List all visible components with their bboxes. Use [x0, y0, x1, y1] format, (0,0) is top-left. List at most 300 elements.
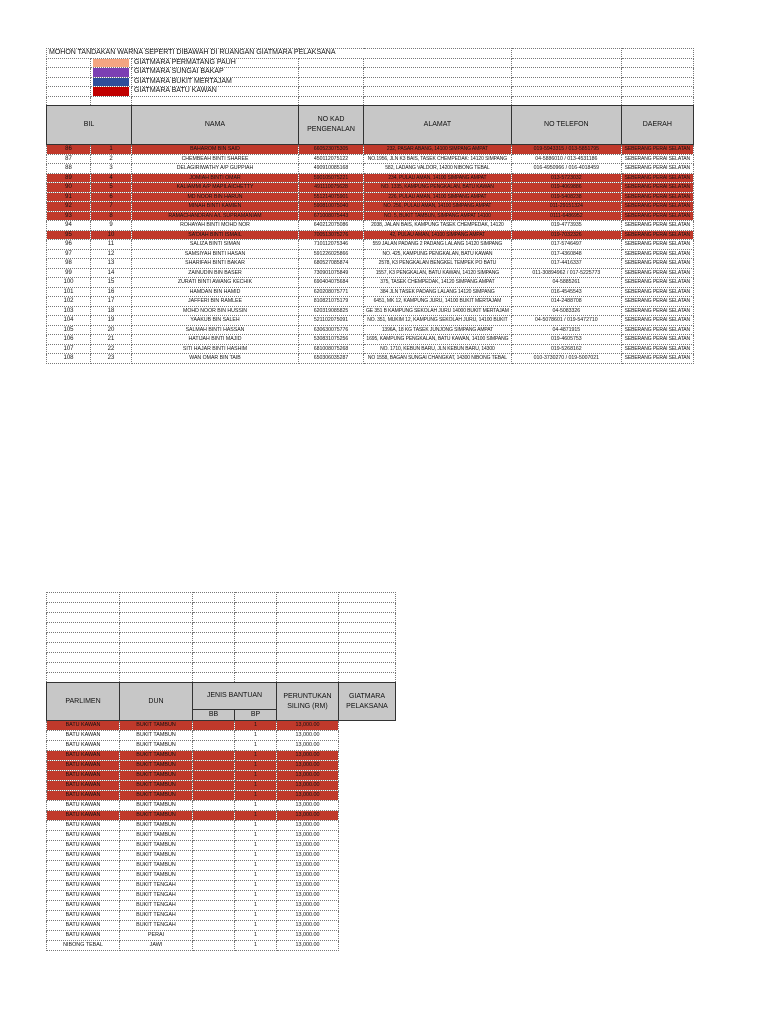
row-alamat[interactable]: NO. 1710, KEBUN BARU, JLN KEBUN BARU, 14300 — [364, 344, 512, 354]
row-number[interactable]: 88 — [47, 164, 91, 174]
row-parlimen[interactable]: BATU KAWAN — [47, 731, 120, 741]
row-bil[interactable]: 21 — [91, 335, 132, 345]
row-telefon[interactable]: 017-5746497 — [511, 240, 621, 250]
row-alamat[interactable]: 559 JALAN PADANG 2 PADANG LALANG 14120 SIMPANG — [364, 240, 512, 250]
row-number[interactable]: 104 — [47, 316, 91, 326]
row-amount[interactable]: 13,000.00 — [277, 851, 339, 861]
row-telefon[interactable]: 017-4360848 — [511, 249, 621, 259]
row-ic[interactable]: 521102075091 — [299, 316, 364, 326]
row-nama[interactable]: MINAH BINTI KAMIEN — [132, 202, 299, 212]
row-alamat[interactable]: 1396A, 18 KG TASEK JUNJONG SIMPANG AMPAT — [364, 325, 512, 335]
row-dun[interactable]: BUKIT TAMBUN — [120, 871, 193, 881]
row-telefon[interactable]: 019-4605753 — [511, 335, 621, 345]
row-parlimen[interactable]: BATU KAWAN — [47, 911, 120, 921]
row-alamat[interactable]: 1557, K3 PENGKALAN, BATU KAWAN, 14120 SIMPANG — [364, 268, 512, 278]
row-telefon[interactable]: 04-4871915 — [511, 325, 621, 335]
row-nama[interactable]: JOMIAH BINTI OMAR — [132, 173, 299, 183]
row-number[interactable]: 89 — [47, 173, 91, 183]
row-number[interactable]: 100 — [47, 278, 91, 288]
row-bil[interactable]: 7 — [91, 202, 132, 212]
row-alamat[interactable]: 226, PULAU AMAN, 14100 SIMPANG AMPAT — [364, 192, 512, 202]
row-daerah[interactable]: SEBERANG PERAI SELATAN — [621, 325, 693, 335]
row-bil[interactable]: 20 — [91, 325, 132, 335]
row-giatmara[interactable] — [339, 911, 396, 921]
row-bp[interactable]: 1 — [235, 891, 277, 901]
row-bil[interactable]: 4 — [91, 173, 132, 183]
row-bp[interactable]: 1 — [235, 721, 277, 731]
row-number[interactable]: 93 — [47, 211, 91, 221]
row-number[interactable]: 98 — [47, 259, 91, 269]
row-bp[interactable]: 1 — [235, 841, 277, 851]
row-dun[interactable]: BUKIT TAMBUN — [120, 851, 193, 861]
row-bb[interactable] — [193, 781, 235, 791]
row-bil[interactable]: 1 — [91, 145, 132, 155]
row-giatmara[interactable] — [339, 781, 396, 791]
row-nama[interactable]: BAHAROM BIN SAID — [132, 145, 299, 155]
row-alamat[interactable]: 2578, K3 PENGKALAN BENGKEL TEMPEK PO BATU — [364, 259, 512, 269]
row-parlimen[interactable]: BATU KAWAN — [47, 771, 120, 781]
row-alamat[interactable]: NO. 256, PULAU AMAN, 14100 SIMPANG AMPAT — [364, 202, 512, 212]
row-giatmara[interactable] — [339, 851, 396, 861]
row-alamat[interactable]: 375, TASEK CHEMPEDAK, 14120 SIMPANG AMPAT — [364, 278, 512, 288]
row-bb[interactable] — [193, 941, 235, 951]
row-amount[interactable]: 13,000.00 — [277, 791, 339, 801]
row-number[interactable]: 99 — [47, 268, 91, 278]
row-giatmara[interactable] — [339, 831, 396, 841]
row-ic[interactable]: 660523075305 — [299, 145, 364, 155]
row-daerah[interactable]: SEBERANG PERAI SELATAN — [621, 306, 693, 316]
row-daerah[interactable]: SEBERANG PERAI SELATAN — [621, 344, 693, 354]
row-bp[interactable]: 1 — [235, 791, 277, 801]
row-daerah[interactable]: SEBERANG PERAI SELATAN — [621, 154, 693, 164]
row-bil[interactable]: 15 — [91, 278, 132, 288]
row-bb[interactable] — [193, 891, 235, 901]
row-ic[interactable]: 710112075346 — [299, 240, 364, 250]
row-giatmara[interactable] — [339, 931, 396, 941]
row-alamat[interactable]: NO. 5, BUKIT TAMBUN, SIMPANG AMPAT 14100 — [364, 211, 512, 221]
row-number[interactable]: 86 — [47, 145, 91, 155]
row-bb[interactable] — [193, 751, 235, 761]
row-number[interactable]: 101 — [47, 287, 91, 297]
row-alamat[interactable]: 582, LADANG VALDOR, 14200 NIBONG TEBAL — [364, 164, 512, 174]
row-bb[interactable] — [193, 871, 235, 881]
row-parlimen[interactable]: BATU KAWAN — [47, 851, 120, 861]
row-bil[interactable]: 10 — [91, 230, 132, 240]
row-parlimen[interactable]: BATU KAWAN — [47, 891, 120, 901]
row-parlimen[interactable]: BATU KAWAN — [47, 931, 120, 941]
row-nama[interactable]: SAMSIYAH BINTI HASAN — [132, 249, 299, 259]
legend-label-permatang-pauh: GIATMARA PERMATANG PAUH — [132, 58, 299, 68]
row-number[interactable]: 94 — [47, 221, 91, 231]
row-nama[interactable]: WAN OMAR BIN TAIB — [132, 354, 299, 364]
row-parlimen[interactable]: BATU KAWAN — [47, 721, 120, 731]
row-amount[interactable]: 13,000.00 — [277, 841, 339, 851]
row-giatmara[interactable] — [339, 861, 396, 871]
row-amount[interactable]: 13,000.00 — [277, 861, 339, 871]
row-giatmara[interactable] — [339, 841, 396, 851]
row-bb[interactable] — [193, 841, 235, 851]
row-telefon[interactable]: 04-5078601 / 019-5472710 — [511, 316, 621, 326]
row-amount[interactable]: 13,000.00 — [277, 761, 339, 771]
row-nama[interactable]: MD NOOR BIN HARUN — [132, 192, 299, 202]
row-amount[interactable]: 13,000.00 — [277, 871, 339, 881]
row-daerah[interactable]: SEBERANG PERAI SELATAN — [621, 145, 693, 155]
row-daerah[interactable]: SEBERANG PERAI SELATAN — [621, 240, 693, 250]
row-telefon[interactable]: 019-5943315 / 013-5851795 — [511, 145, 621, 155]
row-bb[interactable] — [193, 861, 235, 871]
row-nama[interactable]: MOHD NOOR BIN HUSSIN — [132, 306, 299, 316]
row-giatmara[interactable] — [339, 761, 396, 771]
row-alamat[interactable]: 42, PULAU AMAN, 14100 SIMPANG AMPAT — [364, 230, 512, 240]
row-nama[interactable]: CHEMBEAH BINTI SHAREE — [132, 154, 299, 164]
row-daerah[interactable]: SEBERANG PERAI SELATAN — [621, 268, 693, 278]
row-telefon[interactable]: 016-4950966 / 016-4018459 — [511, 164, 621, 174]
row-bil[interactable]: 8 — [91, 211, 132, 221]
row-telefon[interactable]: 019-5268162 — [511, 344, 621, 354]
row-giatmara[interactable] — [339, 811, 396, 821]
row-nama[interactable]: KALIAMMI A/P MAPILAICHETTY — [132, 183, 299, 193]
row-bb[interactable] — [193, 921, 235, 931]
row-parlimen[interactable]: BATU KAWAN — [47, 871, 120, 881]
row-telefon[interactable]: 04-5886010 / 013-4531186 — [511, 154, 621, 164]
row-ic[interactable]: 690404075684 — [299, 278, 364, 288]
row-bb[interactable] — [193, 811, 235, 821]
row-amount[interactable]: 13,000.00 — [277, 781, 339, 791]
row-dun[interactable]: BUKIT TAMBUN — [120, 741, 193, 751]
row-number[interactable]: 95 — [47, 230, 91, 240]
row-dun[interactable]: PERAI — [120, 931, 193, 941]
row-dun[interactable]: BUKIT TAMBUN — [120, 831, 193, 841]
row-amount[interactable]: 13,000.00 — [277, 811, 339, 821]
row-ic[interactable]: 590810075040 — [299, 202, 364, 212]
row-bp[interactable]: 1 — [235, 941, 277, 951]
row-amount[interactable]: 13,000.00 — [277, 831, 339, 841]
row-ic[interactable]: 620319085825 — [299, 306, 364, 316]
row-amount[interactable]: 13,000.00 — [277, 721, 339, 731]
row-amount[interactable]: 13,000.00 — [277, 931, 339, 941]
row-ic[interactable]: 671008075443 — [299, 211, 364, 221]
row-bp[interactable]: 1 — [235, 861, 277, 871]
row-amount[interactable]: 13,000.00 — [277, 741, 339, 751]
row-telefon[interactable]: 0111-6486952 — [511, 211, 621, 221]
row-bp[interactable]: 1 — [235, 741, 277, 751]
row-bp[interactable]: 1 — [235, 901, 277, 911]
row-number[interactable]: 90 — [47, 183, 91, 193]
row-dun[interactable]: BUKIT TAMBUN — [120, 781, 193, 791]
row-giatmara[interactable] — [339, 921, 396, 931]
row-nama[interactable]: SA'DIAH BINTI ISMAIL — [132, 230, 299, 240]
row-bil[interactable]: 11 — [91, 240, 132, 250]
row-nama[interactable]: SALMAH BINTI HASSAN — [132, 325, 299, 335]
row-daerah[interactable]: SEBERANG PERAI SELATAN — [621, 278, 693, 288]
row-nama[interactable]: ZURATI BINTI AWANG KECHIK — [132, 278, 299, 288]
row-dun[interactable]: BUKIT TAMBUN — [120, 771, 193, 781]
row-bp[interactable]: 1 — [235, 881, 277, 891]
row-number[interactable]: 87 — [47, 154, 91, 164]
row-nama[interactable]: YAAKUB BIN SALEH — [132, 316, 299, 326]
row-dun[interactable]: BUKIT TENGAH — [120, 911, 193, 921]
row-daerah[interactable]: SEBERANG PERAI SELATAN — [621, 297, 693, 307]
row-daerah[interactable]: SEBERANG PERAI SELATAN — [621, 173, 693, 183]
row-telefon[interactable]: 019-7032326 — [511, 230, 621, 240]
row-bb[interactable] — [193, 761, 235, 771]
row-parlimen[interactable]: BATU KAWAN — [47, 751, 120, 761]
row-telefon[interactable]: 019-5408238 — [511, 192, 621, 202]
row-bb[interactable] — [193, 721, 235, 731]
row-dun[interactable]: BUKIT TENGAH — [120, 891, 193, 901]
row-bp[interactable]: 1 — [235, 831, 277, 841]
row-nama[interactable]: SITI HAJAR BINTI HASHIM — [132, 344, 299, 354]
row-giatmara[interactable] — [339, 731, 396, 741]
row-bp[interactable]: 1 — [235, 821, 277, 831]
row-number[interactable]: 96 — [47, 240, 91, 250]
row-parlimen[interactable]: BATU KAWAN — [47, 791, 120, 801]
row-parlimen[interactable]: BATU KAWAN — [47, 921, 120, 931]
row-number[interactable]: 106 — [47, 335, 91, 345]
row-bil[interactable]: 2 — [91, 154, 132, 164]
row-dun[interactable]: BUKIT TAMBUN — [120, 761, 193, 771]
row-daerah[interactable]: SEBERANG PERAI SELATAN — [621, 164, 693, 174]
row-parlimen[interactable]: BATU KAWAN — [47, 801, 120, 811]
row-parlimen[interactable]: NIBONG TEBAL — [47, 941, 120, 951]
row-bb[interactable] — [193, 791, 235, 801]
row-amount[interactable]: 13,000.00 — [277, 881, 339, 891]
row-parlimen[interactable]: BATU KAWAN — [47, 901, 120, 911]
row-telefon[interactable]: 019-4773935 — [511, 221, 621, 231]
row-bp[interactable]: 1 — [235, 921, 277, 931]
row-bb[interactable] — [193, 741, 235, 751]
row-ic[interactable]: 680527085874 — [299, 259, 364, 269]
row-nama[interactable]: DELAGIRIWATHY A/P GUPPIAH — [132, 164, 299, 174]
row-parlimen[interactable]: BATU KAWAN — [47, 761, 120, 771]
row-giatmara[interactable] — [339, 721, 396, 731]
row-dun[interactable]: BUKIT TENGAH — [120, 901, 193, 911]
row-dun[interactable]: BUKIT TENGAH — [120, 881, 193, 891]
row-bb[interactable] — [193, 851, 235, 861]
row-ic[interactable]: 681008075268 — [299, 344, 364, 354]
row-ic[interactable]: 810821075179 — [299, 297, 364, 307]
row-bp[interactable]: 1 — [235, 811, 277, 821]
row-ic[interactable]: 591226025866 — [299, 249, 364, 259]
row-daerah[interactable]: SEBERANG PERAI SELATAN — [621, 249, 693, 259]
row-bil[interactable]: 3 — [91, 164, 132, 174]
row-giatmara[interactable] — [339, 941, 396, 951]
row-dun[interactable]: BUKIT TAMBUN — [120, 811, 193, 821]
row-dun[interactable]: BUKIT TAMBUN — [120, 751, 193, 761]
row-giatmara[interactable] — [339, 821, 396, 831]
row-dun[interactable]: BUKIT TAMBUN — [120, 791, 193, 801]
row-bb[interactable] — [193, 801, 235, 811]
row-bil[interactable]: 12 — [91, 249, 132, 259]
row-bb[interactable] — [193, 931, 235, 941]
row-bp[interactable]: 1 — [235, 931, 277, 941]
row-bil[interactable]: 22 — [91, 344, 132, 354]
row-amount[interactable]: 13,000.00 — [277, 751, 339, 761]
row-ic[interactable]: 530831075256 — [299, 335, 364, 345]
row-alamat[interactable]: GE 351 B KAMPUNG SEKOLAH JURU 14000 BUKIT MERTAJAM — [364, 306, 512, 316]
row-giatmara[interactable] — [339, 871, 396, 881]
row-bp[interactable]: 1 — [235, 771, 277, 781]
row-bp[interactable]: 1 — [235, 851, 277, 861]
row-dun[interactable]: BUKIT TAMBUN — [120, 721, 193, 731]
row-dun[interactable]: BUKIT TAMBUN — [120, 841, 193, 851]
row-bb[interactable] — [193, 831, 235, 841]
row-number[interactable]: 105 — [47, 325, 91, 335]
row-nama[interactable]: SHARIFAH BINTI BAKAR — [132, 259, 299, 269]
row-number[interactable]: 103 — [47, 306, 91, 316]
row-number[interactable]: 108 — [47, 354, 91, 364]
row-number[interactable]: 91 — [47, 192, 91, 202]
row-giatmara[interactable] — [339, 751, 396, 761]
row-telefon[interactable]: 013-5723032 — [511, 173, 621, 183]
row-telefon[interactable]: 019-4069886 — [511, 183, 621, 193]
row-telefon[interactable]: 014-2488708 — [511, 297, 621, 307]
row-giatmara[interactable] — [339, 741, 396, 751]
row-giatmara[interactable] — [339, 801, 396, 811]
row-amount[interactable]: 13,000.00 — [277, 731, 339, 741]
row-amount[interactable]: 13,000.00 — [277, 821, 339, 831]
row-parlimen[interactable]: BATU KAWAN — [47, 831, 120, 841]
row-alamat[interactable]: 2038, JALAN BAIS, KAMPUNG TASEK CHEMPEDAK, 14120 — [364, 221, 512, 231]
row-bp[interactable]: 1 — [235, 731, 277, 741]
row-nama[interactable]: HATIJAH BINTI MAJID — [132, 335, 299, 345]
row-amount[interactable]: 13,000.00 — [277, 921, 339, 931]
row-bil[interactable]: 6 — [91, 192, 132, 202]
row-telefon[interactable]: 011-29151324 — [511, 202, 621, 212]
row-ic[interactable]: 650306035287 — [299, 354, 364, 364]
row-dun[interactable]: BUKIT TENGAH — [120, 921, 193, 931]
row-bil[interactable]: 16 — [91, 287, 132, 297]
row-telefon[interactable]: 010-3730270 / 019-5007021 — [511, 354, 621, 364]
row-telefon[interactable]: 011-30894962 / 017-5225773 — [511, 268, 621, 278]
row-bp[interactable]: 1 — [235, 761, 277, 771]
row-bb[interactable] — [193, 821, 235, 831]
row-bil[interactable]: 23 — [91, 354, 132, 364]
row-number[interactable]: 107 — [47, 344, 91, 354]
row-number[interactable]: 102 — [47, 297, 91, 307]
row-ic[interactable]: 450112075122 — [299, 154, 364, 164]
row-parlimen[interactable]: BATU KAWAN — [47, 881, 120, 891]
row-nama[interactable]: JAFFERI BIN RAMLEE — [132, 297, 299, 307]
row-parlimen[interactable]: BATU KAWAN — [47, 741, 120, 751]
row-daerah[interactable]: SEBERANG PERAI SELATAN — [621, 335, 693, 345]
row-amount[interactable]: 13,000.00 — [277, 891, 339, 901]
row-giatmara[interactable] — [339, 891, 396, 901]
row-alamat[interactable]: 384 JLN TASEK PADANG LALANG 14120 SIMPANG — [364, 287, 512, 297]
row-alamat[interactable]: 234, PULAU AMAN, 14100 SIMPANG AMPAT — [364, 173, 512, 183]
row-amount[interactable]: 13,000.00 — [277, 941, 339, 951]
row-parlimen[interactable]: BATU KAWAN — [47, 821, 120, 831]
row-giatmara[interactable] — [339, 791, 396, 801]
row-bil[interactable]: 19 — [91, 316, 132, 326]
row-bil[interactable]: 18 — [91, 306, 132, 316]
row-dun[interactable]: BUKIT TAMBUN — [120, 801, 193, 811]
row-daerah[interactable]: SEBERANG PERAI SELATAN — [621, 287, 693, 297]
row-dun[interactable]: BUKIT TAMBUN — [120, 861, 193, 871]
row-bil[interactable]: 14 — [91, 268, 132, 278]
row-amount[interactable]: 13,000.00 — [277, 801, 339, 811]
row-bil[interactable]: 5 — [91, 183, 132, 193]
row-daerah[interactable]: SEBERANG PERAI SELATAN — [621, 211, 693, 221]
row-daerah[interactable]: SEBERANG PERAI SELATAN — [621, 183, 693, 193]
row-amount[interactable]: 13,000.00 — [277, 901, 339, 911]
row-number[interactable]: 97 — [47, 249, 91, 259]
row-parlimen[interactable]: BATU KAWAN — [47, 861, 120, 871]
row-bb[interactable] — [193, 911, 235, 921]
row-daerah[interactable]: SEBERANG PERAI SELATAN — [621, 316, 693, 326]
row-daerah[interactable]: SEBERANG PERAI SELATAN — [621, 230, 693, 240]
row-alamat[interactable]: NO. 425, KAMPUNG PENGKALAN, BATU KAWAN — [364, 249, 512, 259]
row-alamat[interactable]: 232, PASAR ABANG, 14100 SIMPANG AMPAT — [364, 145, 512, 155]
row-giatmara[interactable] — [339, 771, 396, 781]
row-alamat[interactable]: 6451, MK 12, KAMPUNG JURU, 14100 BUKIT MERTAJAM — [364, 297, 512, 307]
row-parlimen[interactable]: BATU KAWAN — [47, 811, 120, 821]
row-telefon[interactable]: 04-5885261 — [511, 278, 621, 288]
row-daerah[interactable]: SEBERANG PERAI SELATAN — [621, 221, 693, 231]
row-dun[interactable]: BUKIT TAMBUN — [120, 821, 193, 831]
row-alamat[interactable]: NO. 1335, KAMPUNG PENGKALAN, BATU KAWAN — [364, 183, 512, 193]
row-bp[interactable]: 1 — [235, 871, 277, 881]
row-daerah[interactable]: SEBERANG PERAI SELATAN — [621, 354, 693, 364]
row-dun[interactable]: JAWI — [120, 941, 193, 951]
row-ic[interactable]: 620208075771 — [299, 287, 364, 297]
row-alamat[interactable]: NO.1956, JLN K3 BAIS, TASEK CHEMPEDAK: 14120 SIMPANG — [364, 154, 512, 164]
row-bp[interactable]: 1 — [235, 801, 277, 811]
row-dun[interactable]: BUKIT TAMBUN — [120, 731, 193, 741]
row-nama[interactable]: RAMACHANDRAN A/L SUPRAMANIAM — [132, 211, 299, 221]
row-bb[interactable] — [193, 731, 235, 741]
row-telefon[interactable]: 04-5083326 — [511, 306, 621, 316]
row-bb[interactable] — [193, 881, 235, 891]
row-bp[interactable]: 1 — [235, 911, 277, 921]
row-bp[interactable]: 1 — [235, 781, 277, 791]
row-alamat[interactable]: NO. 351, MUKIM 12, KAMPUNG SEKOLAH JURU, 14100 BUKIT — [364, 316, 512, 326]
row-ic[interactable]: 730901075849 — [299, 268, 364, 278]
row-amount[interactable]: 13,000.00 — [277, 771, 339, 781]
row-daerah[interactable]: SEBERANG PERAI SELATAN — [621, 192, 693, 202]
row-ic[interactable]: 590105075221 — [299, 173, 364, 183]
row-parlimen[interactable]: BATU KAWAN — [47, 841, 120, 851]
row-ic[interactable]: 700513075276 — [299, 230, 364, 240]
row-parlimen[interactable]: BATU KAWAN — [47, 781, 120, 791]
row-bil[interactable]: 13 — [91, 259, 132, 269]
row-telefon[interactable]: 016-4545543 — [511, 287, 621, 297]
row-nama[interactable]: SALIZA BINTI SIMAN — [132, 240, 299, 250]
row-nama[interactable]: ROHAYAH BINTI MOHD NOR — [132, 221, 299, 231]
row-number[interactable]: 92 — [47, 202, 91, 212]
row-daerah[interactable]: SEBERANG PERAI SELATAN — [621, 202, 693, 212]
row-bil[interactable]: 9 — [91, 221, 132, 231]
row-nama[interactable]: ZAINUDIN BIN BASER — [132, 268, 299, 278]
row-ic[interactable]: 640212075086 — [299, 221, 364, 231]
row-alamat[interactable]: 1695, KAMPUNG PENGKALAN, BATU KAWAN, 14100 SIMPANG — [364, 335, 512, 345]
row-bb[interactable] — [193, 771, 235, 781]
row-ic[interactable]: 630630075776 — [299, 325, 364, 335]
row-telefon[interactable]: 017-4416337 — [511, 259, 621, 269]
row-bil[interactable]: 17 — [91, 297, 132, 307]
row-ic[interactable]: 491110075628 — [299, 183, 364, 193]
row-daerah[interactable]: SEBERANG PERAI SELATAN — [621, 259, 693, 269]
row-giatmara[interactable] — [339, 901, 396, 911]
row-amount[interactable]: 13,000.00 — [277, 911, 339, 921]
row-nama[interactable]: HAMDAN BIN HAMID — [132, 287, 299, 297]
row-ic[interactable]: 551214075901 — [299, 192, 364, 202]
row-giatmara[interactable] — [339, 881, 396, 891]
row-bb[interactable] — [193, 901, 235, 911]
row-alamat[interactable]: NO 1558, BAGAN SUNGAI CHANGKAT, 14300 NIBONG TEBAL — [364, 354, 512, 364]
row-bp[interactable]: 1 — [235, 751, 277, 761]
row-ic[interactable]: 490910085168 — [299, 164, 364, 174]
